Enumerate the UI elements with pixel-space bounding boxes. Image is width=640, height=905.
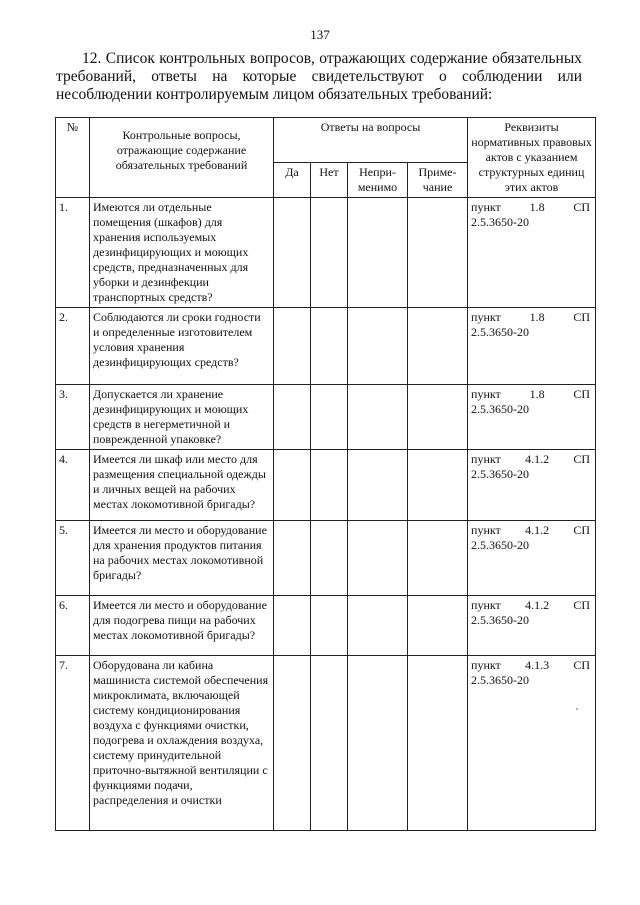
row-requisites bbox=[468, 656, 596, 831]
req-clause-number: 4.1.3 bbox=[525, 658, 550, 672]
header-requisites: Реквизиты нормативных правовых актов с указанием структурных единиц этих актов bbox=[468, 118, 596, 198]
row-requisites bbox=[468, 308, 596, 385]
answer-not-applicable-cell bbox=[348, 521, 408, 596]
req-clause-word: пункт bbox=[471, 387, 501, 401]
req-clause-number: 4.1.2 bbox=[525, 598, 550, 612]
header-not-applicable: Непри- менимо bbox=[348, 163, 408, 198]
req-standard: 2.5.3650-20 bbox=[471, 673, 530, 687]
req-clause-word: пункт bbox=[471, 658, 501, 672]
row-number: 1. bbox=[56, 198, 90, 308]
answer-note-cell bbox=[408, 450, 468, 521]
req-clause-number: 1.8 bbox=[529, 387, 545, 401]
table-row bbox=[56, 521, 596, 596]
req-clause-word: пункт bbox=[471, 200, 501, 214]
header-questions: Контрольные вопросы, отражающие содержание обязательных требований bbox=[90, 118, 274, 198]
table-row bbox=[56, 596, 596, 656]
row-number: 3. bbox=[56, 385, 90, 450]
answer-yes-cell bbox=[274, 385, 311, 450]
answer-yes-cell bbox=[274, 198, 311, 308]
req-standard: 2.5.3650-20 bbox=[471, 613, 530, 627]
page-number: 137 bbox=[310, 27, 330, 42]
row-requisites bbox=[468, 385, 596, 450]
answer-not-applicable-cell bbox=[348, 198, 408, 308]
answer-yes-cell bbox=[274, 596, 311, 656]
answer-note-cell bbox=[408, 656, 468, 831]
req-standard: 2.5.3650-20 bbox=[471, 325, 530, 339]
row-question: Оборудована ли кабина машиниста системой обеспечения микроклимата, включающей систему кондиционирования воздуха с функциями очистки, подогрева и охлаждения воздуха, систему принудительной приточно-вытяжной вентиляции с функциями подачи, распределения и очистки bbox=[90, 656, 274, 831]
answer-yes-cell bbox=[274, 308, 311, 385]
answer-no-cell bbox=[311, 198, 348, 308]
req-clause-word: пункт bbox=[471, 523, 501, 537]
header-row-top bbox=[56, 118, 596, 163]
row-question: Соблюдаются ли сроки годности и определенные изготовителем условия хранения дезинфицирующих средств? bbox=[90, 308, 274, 385]
row-question: Имеется ли шкаф или место для размещения специальной одежды и личных вещей на рабочих местах локомотивной бригады? bbox=[90, 450, 274, 521]
checklist-table bbox=[55, 117, 596, 831]
req-code: СП bbox=[573, 310, 591, 324]
req-clause-number: 4.1.2 bbox=[525, 452, 550, 466]
table-row bbox=[56, 385, 596, 450]
answer-yes-cell bbox=[274, 656, 311, 831]
req-code: СП bbox=[573, 200, 591, 214]
header-answers: Ответы на вопросы bbox=[274, 118, 468, 163]
answer-not-applicable-cell bbox=[348, 308, 408, 385]
answer-note-cell bbox=[408, 385, 468, 450]
answer-no-cell bbox=[311, 385, 348, 450]
answer-not-applicable-cell bbox=[348, 596, 408, 656]
table-row bbox=[56, 450, 596, 521]
answer-no-cell bbox=[311, 521, 348, 596]
req-code: СП bbox=[573, 598, 591, 612]
row-requisites bbox=[468, 521, 596, 596]
req-standard: 2.5.3650-20 bbox=[471, 402, 530, 416]
req-clause-word: пункт bbox=[471, 310, 501, 324]
req-standard: 2.5.3650-20 bbox=[471, 467, 530, 481]
row-number: 5. bbox=[56, 521, 90, 596]
req-standard: 2.5.3650-20 bbox=[471, 538, 530, 552]
req-clause-number: 1.8 bbox=[529, 310, 545, 324]
answer-not-applicable-cell bbox=[348, 656, 408, 831]
answer-note-cell bbox=[408, 308, 468, 385]
req-clause-number: 1.8 bbox=[529, 200, 545, 214]
row-question: Имеется ли место и оборудование для хранения продуктов питания на рабочих местах локомотивной бригады? bbox=[90, 521, 274, 596]
row-number: 7. bbox=[56, 656, 90, 831]
req-code: СП bbox=[573, 387, 591, 401]
answer-no-cell bbox=[311, 656, 348, 831]
req-standard: 2.5.3650-20 bbox=[471, 215, 530, 229]
req-clause-word: пункт bbox=[471, 452, 501, 466]
answer-no-cell bbox=[311, 308, 348, 385]
section-heading: 12. Список контрольных вопросов, отражающих содержание обязательных требований, ответы на которые свидетельствуют о соблюдении или несоблюдении контролируемым лицом обязательных требований: bbox=[56, 50, 582, 103]
answer-not-applicable-cell bbox=[348, 385, 408, 450]
row-question: Имеется ли место и оборудование для подогрева пищи на рабочих местах локомотивной бригады? bbox=[90, 596, 274, 656]
table-row bbox=[56, 656, 596, 831]
answer-not-applicable-cell bbox=[348, 450, 408, 521]
row-requisites bbox=[468, 198, 596, 308]
answer-no-cell bbox=[311, 596, 348, 656]
req-code: СП bbox=[573, 523, 591, 537]
header-no: Нет bbox=[311, 163, 348, 198]
table-row bbox=[56, 198, 596, 308]
row-question: Имеются ли отдельные помещения (шкафов) для хранения используемых дезинфицирующих и моющих средств, предназначенных для уборки и дезинфекции транспортных средств? bbox=[90, 198, 274, 308]
header-number: № bbox=[56, 118, 90, 198]
req-clause-number: 4.1.2 bbox=[525, 523, 550, 537]
header-yes: Да bbox=[274, 163, 311, 198]
answer-yes-cell bbox=[274, 450, 311, 521]
header-note: Приме- чание bbox=[408, 163, 468, 198]
req-clause-word: пункт bbox=[471, 598, 501, 612]
req-code: СП bbox=[573, 658, 591, 672]
answer-no-cell bbox=[311, 450, 348, 521]
scan-speck bbox=[576, 708, 578, 710]
answer-note-cell bbox=[408, 596, 468, 656]
answer-yes-cell bbox=[274, 521, 311, 596]
answer-note-cell bbox=[408, 521, 468, 596]
row-requisites bbox=[468, 450, 596, 521]
req-code: СП bbox=[573, 452, 591, 466]
row-requisites bbox=[468, 596, 596, 656]
row-number: 6. bbox=[56, 596, 90, 656]
row-number: 2. bbox=[56, 308, 90, 385]
table-row bbox=[56, 308, 596, 385]
row-number: 4. bbox=[56, 450, 90, 521]
row-question: Допускается ли хранение дезинфицирующих и моющих средств в негерметичной и поврежденной упаковке? bbox=[90, 385, 274, 450]
answer-note-cell bbox=[408, 198, 468, 308]
